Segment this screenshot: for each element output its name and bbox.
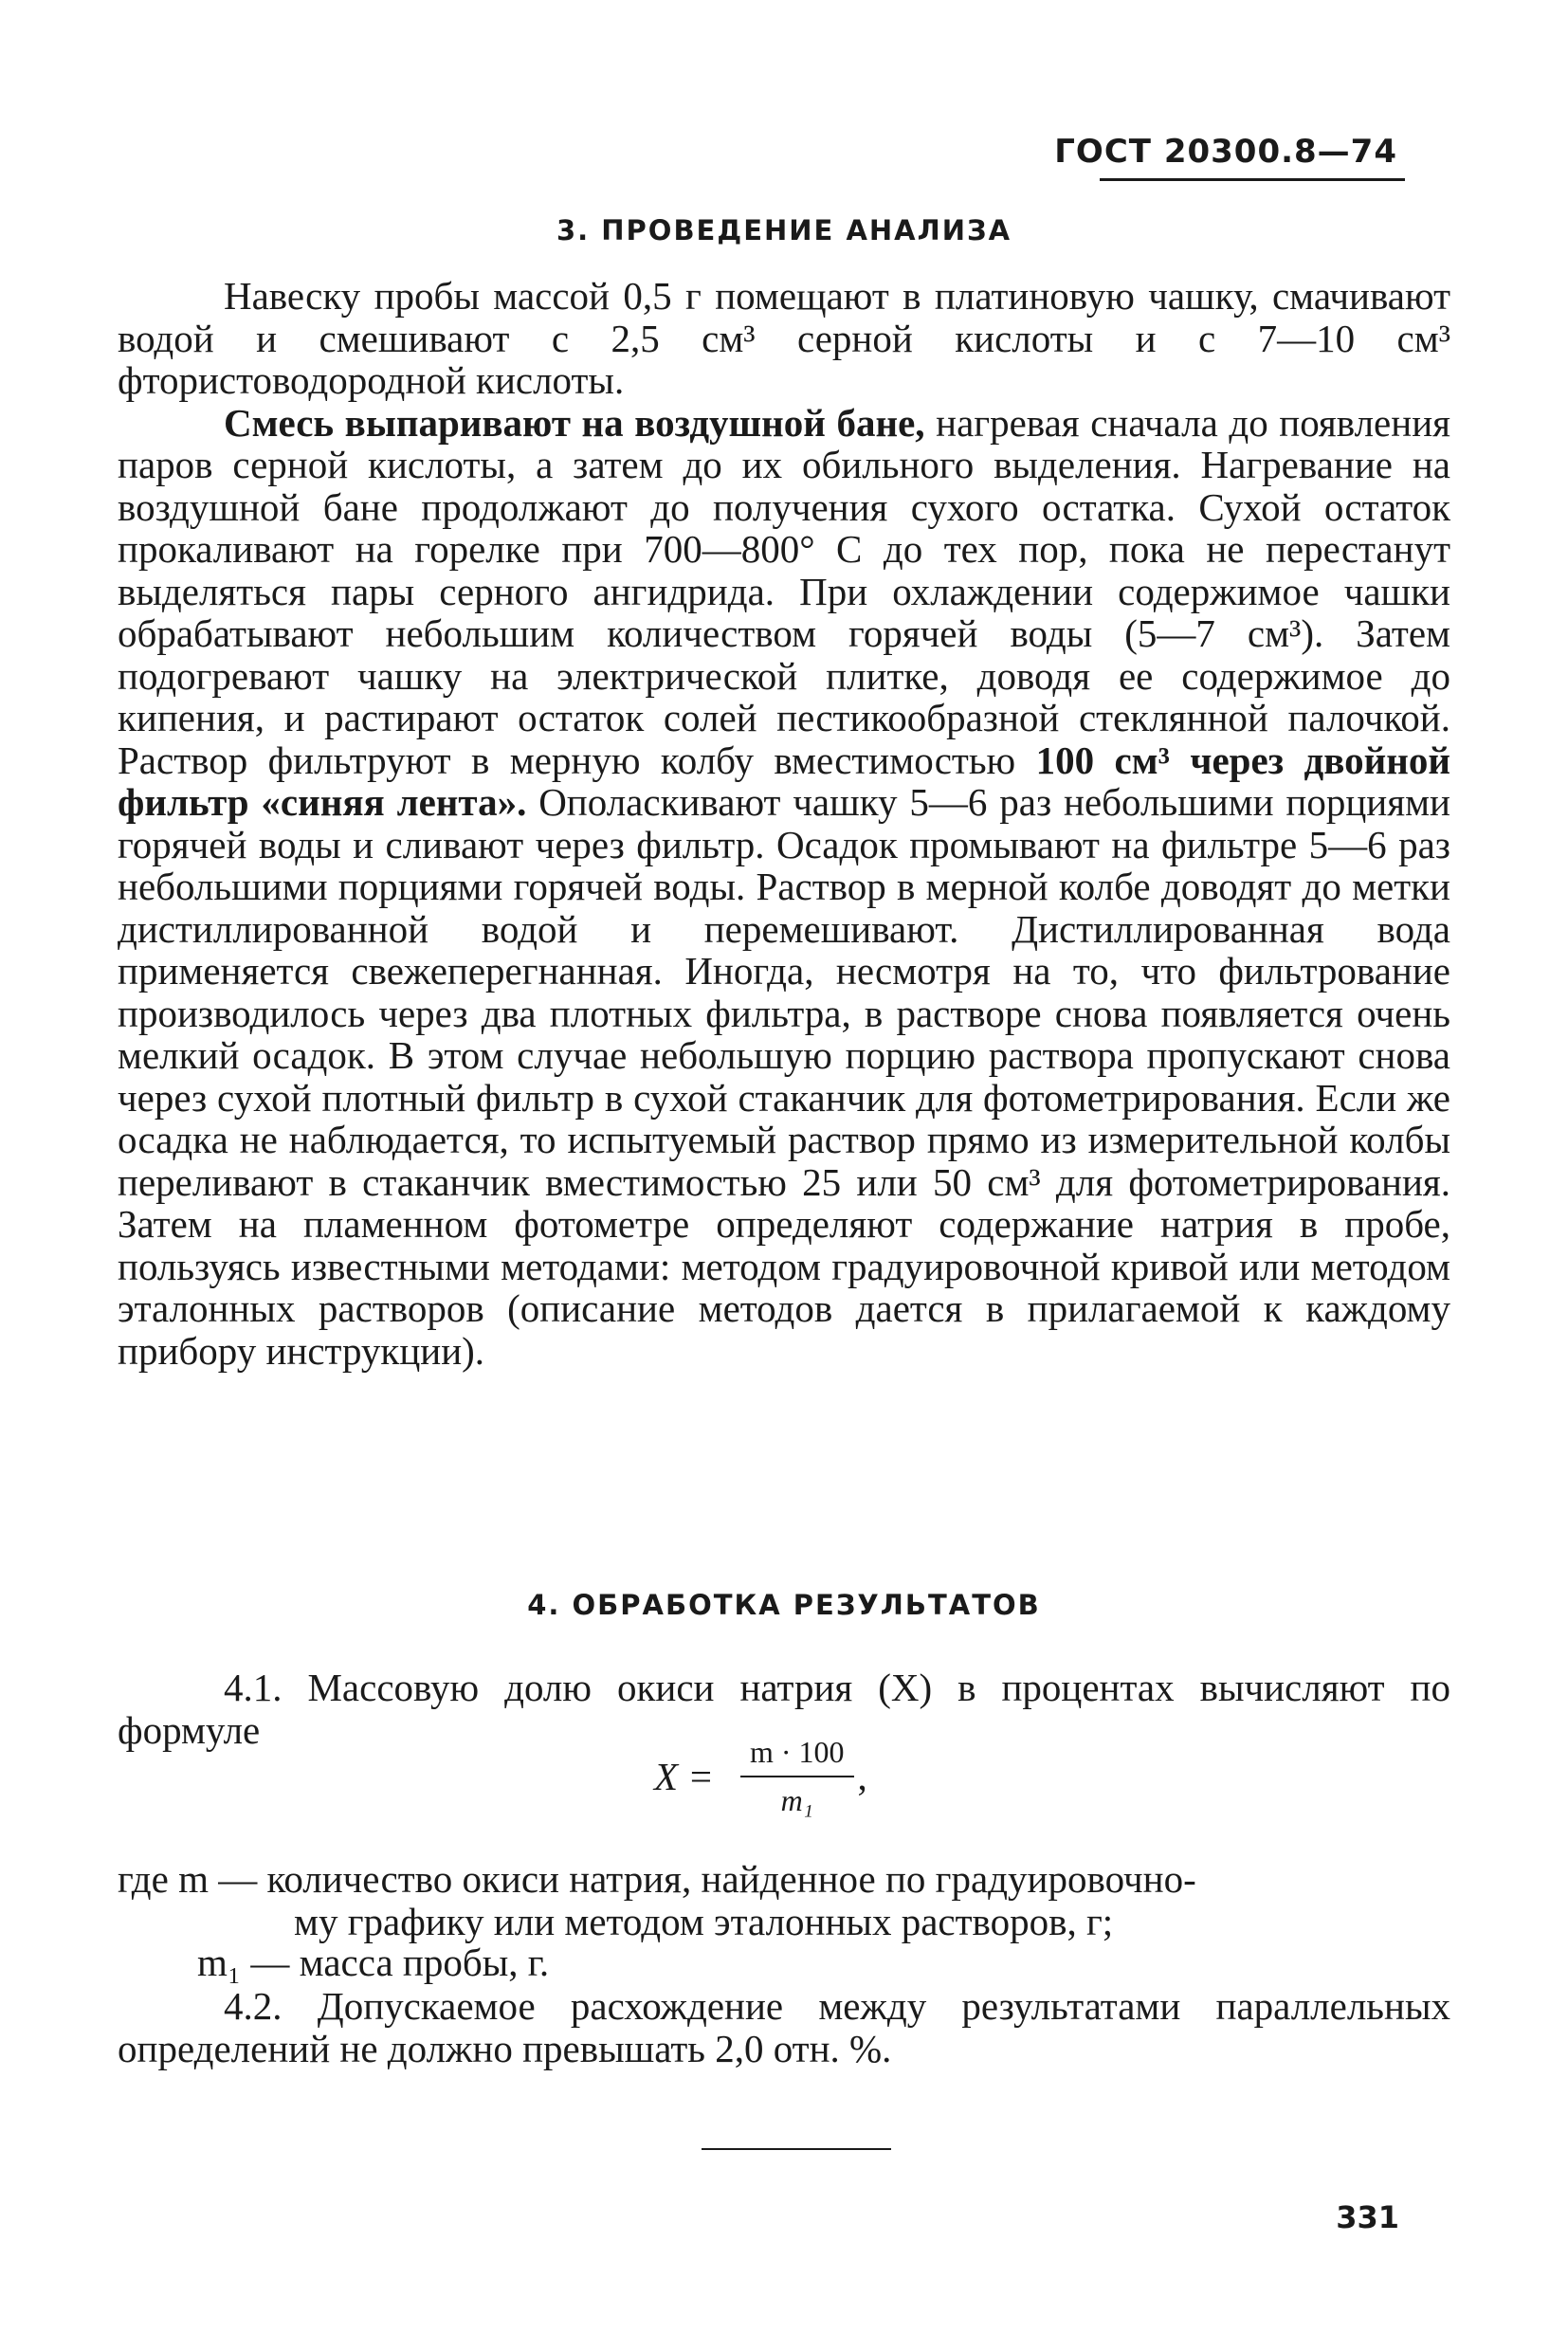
paragraph-sample-prep: Навеску пробы массой 0,5 г помещают в платиновую чашку, смачивают водой и смешивают с 2,5 см³ серной кислоты и с 7—10 см³ фтористоводородной кислоты. (118, 274, 1450, 402)
formula-fraction (740, 1735, 854, 1818)
bold-phrase-filter: 100 см³ через двойной фильтр «синяя лента». (118, 738, 1450, 824)
bold-phrase-evaporation: Смесь выпаривают на воздушной бане, (224, 400, 925, 445)
section-4-heading: 4. ОБРАБОТКА РЕЗУЛЬТАТОВ (527, 1589, 1041, 1621)
page-number: 331 (1336, 2199, 1399, 2235)
paragraph-4-1: 4.1. Массовую долю окиси натрия (X) в процентах вычисляют по формуле (118, 1666, 1450, 1752)
paragraph-evaporation-text-b: Ополаскивают чашку 5—6 раз небольшими порциями горячей воды и сливают через фильтр. Осадок промывают на фильтре 5—6 раз небольшими порциями горячей воды. Раствор в мерной колбе доводят до метки дистиллированной водой и перемешивают. Дистиллированная вода применяется свежеперегнанная. Иногда, несмотря на то, что фильтрование производилось через два плотных фильтра, в растворе снова появляется очень мелкий осадок. В этом случае небольшую порцию раствора пропускают снова через сухой плотный фильтр в сухой стаканчик для фотометрирования. Если же осадка не наблюдается, то испытуемый раствор прямо из измерительной колбы переливают в стаканчик вместимостью 25 или 50 см³ для фотометрирования. Затем на пламенном фотометре определяют содержание натрия в пробе, пользуясь известными методами: методом градуировочной кривой или методом эталонных растворов (описание методов дается в прилагаемой к каждому прибору инструкции). (118, 780, 1450, 1373)
header-underline (1100, 178, 1405, 181)
where-m-definition (118, 1858, 1450, 1942)
where-m-line2: му графику или методом эталонных растворов, г; (294, 1899, 1114, 1943)
paragraph-4-2: 4.2. Допускаемое расхождение между результатами параллельных определений не должно превышать 2,0 отн. %. (118, 1984, 1450, 2070)
paragraph-evaporation (118, 402, 1450, 1373)
formula (654, 1735, 867, 1818)
formula-denominator: m₁ (780, 1783, 813, 1817)
section-3-heading: 3. ПРОВЕДЕНИЕ АНАЛИЗА (556, 214, 1012, 246)
bottom-divider (702, 2148, 891, 2150)
standard-code: ГОСТ 20300.8—74 (1054, 133, 1397, 171)
formula-lhs: X = (654, 1755, 714, 1798)
formula-comma: , (857, 1755, 867, 1798)
where-m-line1: количество окиси натрия, найденное по градуировочно- (266, 1857, 1196, 1901)
paragraph-evaporation-text-a: нагревая сначала до появления паров серной кислоты, а затем до их обильного выделения. Нагревание на воздушной бане продолжают до получения сухого остатка. Сухой остаток прокаливают на горелке при 700—800° С до тех пор, пока не перестанут выделяться пары серного ангидрида. При охлаждении содержимое чашки обрабатывают небольшим количеством горячей воды (5—7 см³). Затем подогревают чашку на электрической плитке, доводя ее содержимое до кипения, и растирают остаток солей пестикообразной стеклянной палочкой. Раствор фильтруют в мерную колбу вместимостью (118, 400, 1450, 782)
section-3-body (118, 275, 1450, 1372)
formula-numerator: m · 100 (740, 1735, 854, 1777)
where-m1-definition: m₁ — масса пробы, г. (197, 1941, 550, 1984)
where-m-prefix: где m — (118, 1857, 267, 1901)
section-4-tolerance (118, 1985, 1450, 2069)
